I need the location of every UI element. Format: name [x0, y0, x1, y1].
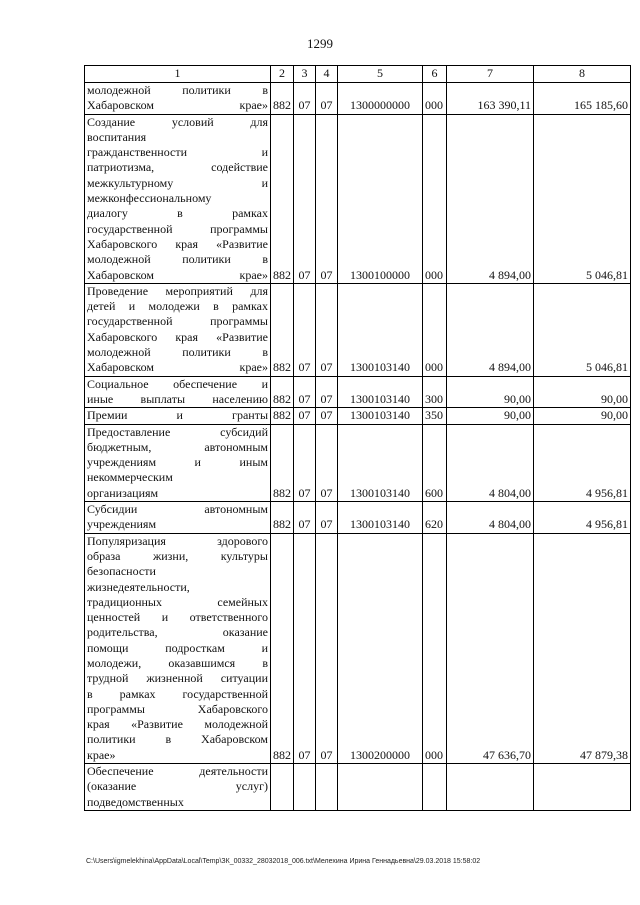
item-name-line: Популяризация здорового: [87, 533, 268, 548]
budget-expense-type: 300: [423, 376, 447, 408]
item-name-line: жизнедеятельности,: [87, 579, 190, 594]
item-name-line: молодежной политики в: [87, 83, 268, 97]
item-name-line: Хабаровского края «Развитие: [87, 236, 268, 251]
budget-chapter: 882: [271, 83, 294, 115]
budget-amount-year-2: 5 046,81: [534, 283, 631, 376]
budget-expense-type: 000: [423, 114, 447, 283]
budget-amount-year-1: 90,00: [447, 376, 534, 408]
budget-section: 07: [294, 502, 316, 534]
item-name-line: молодежи, оказавшимся в: [87, 655, 268, 670]
item-name-line: межкультурному и: [87, 175, 268, 190]
item-name-line: традиционных семейных: [87, 594, 268, 609]
item-name-line: образа жизни, культуры: [87, 548, 268, 563]
table-row: [85, 502, 631, 534]
budget-section: 07: [294, 114, 316, 283]
item-name-line: государственной программы: [87, 221, 268, 236]
item-name-line: детей и молодежи в рамках: [87, 299, 268, 314]
budget-section: 07: [294, 283, 316, 376]
item-name-line: Социальное обеспечение и: [87, 376, 268, 391]
item-name-line: Хабаровском крае»: [87, 98, 268, 113]
col-header: 4: [316, 66, 338, 83]
budget-amount-year-1: [447, 764, 534, 811]
table-row: [85, 764, 631, 811]
budget-item-name: [85, 502, 271, 534]
budget-section: 07: [294, 376, 316, 408]
budget-expense-type: 600: [423, 424, 447, 501]
budget-amount-year-1: 4 804,00: [447, 502, 534, 534]
budget-chapter: [271, 764, 294, 811]
budget-amount-year-1: 4 894,00: [447, 283, 534, 376]
item-name-line: учреждениям: [87, 517, 157, 532]
item-name-line: ценностей и ответственного: [87, 610, 268, 625]
item-name-line: родительства, оказание: [87, 625, 268, 640]
item-name-line: политики в Хабаровском: [87, 732, 268, 747]
col-header: 2: [271, 66, 294, 83]
table-header-row: [85, 66, 631, 83]
budget-target-item: 1300200000: [338, 533, 423, 763]
col-header: 5: [338, 66, 423, 83]
col-header: 3: [294, 66, 316, 83]
budget-item-name: [85, 764, 271, 811]
budget-subsection: 07: [316, 502, 338, 534]
item-name-line: воспитания: [87, 129, 147, 144]
item-name-line: Хабаровского края «Развитие: [87, 329, 268, 344]
item-name-line: бюджетным, автономным: [87, 439, 268, 454]
table-row: [85, 83, 631, 115]
budget-amount-year-1: 47 636,70: [447, 533, 534, 763]
item-name-line: Премии и гранты: [87, 408, 268, 423]
table-row: [85, 424, 631, 501]
budget-item-name: [85, 408, 271, 424]
budget-expense-type: [423, 764, 447, 811]
item-name-line: крае»: [87, 747, 116, 762]
budget-amount-year-1: 90,00: [447, 408, 534, 424]
budget-amount-year-2: 5 046,81: [534, 114, 631, 283]
budget-chapter: 882: [271, 376, 294, 408]
item-name-line: безопасности: [87, 564, 156, 579]
budget-subsection: 07: [316, 83, 338, 115]
budget-subsection: 07: [316, 533, 338, 763]
budget-amount-year-2: 4 956,81: [534, 502, 631, 534]
budget-target-item: [338, 764, 423, 811]
item-name-line: Обеспечение деятельности: [87, 764, 268, 779]
item-name-line: гражданственности и: [87, 145, 268, 160]
budget-amount-year-1: 163 390,11: [447, 83, 534, 115]
item-name-line: подведомственных: [87, 794, 184, 809]
budget-expense-type: 000: [423, 83, 447, 115]
budget-chapter: 882: [271, 502, 294, 534]
budget-item-name: [85, 533, 271, 763]
budget-chapter: 882: [271, 408, 294, 424]
table-row: [85, 376, 631, 408]
budget-target-item: 1300100000: [338, 114, 423, 283]
item-name-line: Проведение мероприятий для: [87, 283, 268, 298]
budget-section: [294, 764, 316, 811]
item-name-line: (оказание услуг): [87, 779, 268, 794]
item-name-line: в рамках государственной: [87, 686, 268, 701]
col-header: 1: [85, 66, 271, 83]
budget-expense-type: 620: [423, 502, 447, 534]
budget-expense-type: 350: [423, 408, 447, 424]
budget-target-item: 1300103140: [338, 408, 423, 424]
budget-amount-year-2: 165 185,60: [534, 83, 631, 115]
item-name-line: молодежной политики в: [87, 252, 268, 267]
item-name-line: патриотизма, содействие: [87, 160, 268, 175]
item-name-line: государственной программы: [87, 314, 268, 329]
budget-item-name: [85, 424, 271, 501]
budget-target-item: 1300000000: [338, 83, 423, 115]
budget-subsection: 07: [316, 114, 338, 283]
item-name-line: края «Развитие молодежной: [87, 717, 268, 732]
budget-amount-year-2: 47 879,38: [534, 533, 631, 763]
budget-subsection: 07: [316, 283, 338, 376]
item-name-line: Хабаровском крае»: [87, 360, 268, 375]
budget-section: 07: [294, 424, 316, 501]
budget-item-name: [85, 283, 271, 376]
item-name-line: Создание условий для: [87, 114, 268, 129]
item-name-line: иные выплаты населению: [87, 391, 268, 406]
item-name-line: некоммерческим: [87, 470, 173, 485]
item-name-line: межконфессиональному: [87, 191, 212, 206]
col-header: 8: [534, 66, 631, 83]
budget-expense-type: 000: [423, 283, 447, 376]
budget-item-name: [85, 376, 271, 408]
budget-target-item: 1300103140: [338, 283, 423, 376]
budget-subsection: [316, 764, 338, 811]
budget-expense-type: 000: [423, 533, 447, 763]
table-row: [85, 114, 631, 283]
budget-amount-year-2: 90,00: [534, 408, 631, 424]
page-number: 1299: [307, 36, 333, 51]
budget-chapter: 882: [271, 424, 294, 501]
file-path-footer: C:\Users\igmelekhina\AppData\Local\Temp\ЗК_00332_28032018_006.txt\Мелехина Ирина Геннадьевна\29.03.2018 15:58:02: [86, 858, 481, 865]
item-name-line: Предоставление субсидий: [87, 424, 268, 439]
item-name-line: учреждениям и иным: [87, 455, 268, 470]
item-name-line: молодежной политики в: [87, 345, 268, 360]
budget-subsection: 07: [316, 408, 338, 424]
item-name-line: помощи подросткам и: [87, 640, 268, 655]
table-row: [85, 283, 631, 376]
budget-amount-year-2: 90,00: [534, 376, 631, 408]
item-name-line: организациям: [87, 485, 159, 500]
budget-item-name: [85, 114, 271, 283]
budget-chapter: 882: [271, 533, 294, 763]
table-row: [85, 533, 631, 763]
budget-target-item: 1300103140: [338, 502, 423, 534]
budget-subsection: 07: [316, 376, 338, 408]
budget-amount-year-2: [534, 764, 631, 811]
budget-target-item: 1300103140: [338, 424, 423, 501]
budget-item-name: [85, 83, 271, 115]
budget-subsection: 07: [316, 424, 338, 501]
budget-chapter: 882: [271, 283, 294, 376]
item-name-line: Хабаровском крае»: [87, 267, 268, 282]
col-header: 7: [447, 66, 534, 83]
item-name-line: Субсидии автономным: [87, 502, 268, 517]
item-name-line: трудной жизненной ситуации: [87, 671, 268, 686]
table-row: [85, 408, 631, 424]
budget-target-item: 1300103140: [338, 376, 423, 408]
budget-amount-year-2: 4 956,81: [534, 424, 631, 501]
item-name-line: программы Хабаровского: [87, 701, 268, 716]
budget-amount-year-1: 4 804,00: [447, 424, 534, 501]
budget-chapter: 882: [271, 114, 294, 283]
budget-table: [84, 65, 631, 811]
budget-section: 07: [294, 533, 316, 763]
budget-section: 07: [294, 83, 316, 115]
table-body: [85, 83, 631, 811]
item-name-line: диалогу в рамках: [87, 206, 268, 221]
budget-amount-year-1: 4 894,00: [447, 114, 534, 283]
budget-section: 07: [294, 408, 316, 424]
col-header: 6: [423, 66, 447, 83]
